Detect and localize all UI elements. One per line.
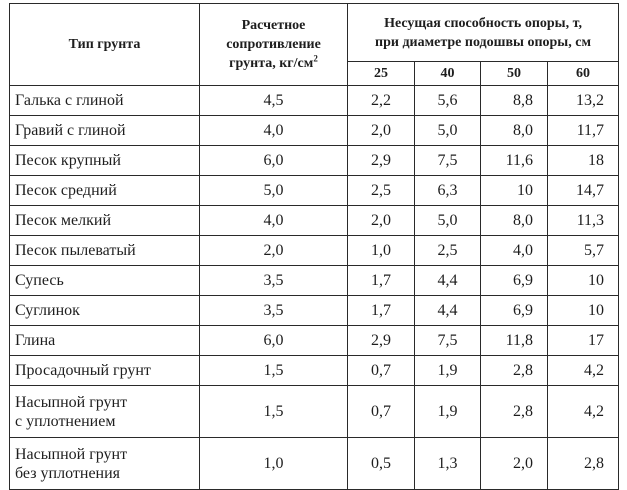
cell-resistance: 2,0	[200, 236, 348, 266]
cell-capacity-50: 2,8	[481, 356, 548, 386]
table-row	[10, 386, 619, 438]
cell-capacity-25: 1,7	[348, 296, 415, 326]
cell-capacity-25: 1,0	[348, 236, 415, 266]
cell-capacity-25: 2,2	[348, 86, 415, 116]
header-row-top	[10, 4, 619, 62]
header-resistance	[200, 4, 348, 86]
cell-resistance: 1,5	[200, 356, 348, 386]
cell-soil-type	[10, 438, 200, 490]
cell-capacity-40: 4,4	[415, 296, 481, 326]
cell-resistance: 1,0	[200, 438, 348, 490]
cell-capacity-60: 4,2	[548, 386, 619, 438]
cell-soil-type	[10, 326, 200, 356]
cell-capacity-60: 11,7	[548, 116, 619, 146]
cell-capacity-25: 0,7	[348, 356, 415, 386]
cell-resistance: 1,5	[200, 386, 348, 438]
cell-capacity-40: 4,4	[415, 266, 481, 296]
cell-soil-type	[10, 356, 200, 386]
soil-type-line: Просадочный грунт	[15, 362, 151, 379]
table-row	[10, 146, 619, 176]
cell-soil-type	[10, 146, 200, 176]
cell-capacity-50: 11,6	[481, 146, 548, 176]
table-row	[10, 438, 619, 490]
cell-capacity-60: 11,3	[548, 206, 619, 236]
soil-type-line: Песок крупный	[15, 152, 121, 169]
cell-capacity-50: 6,9	[481, 266, 548, 296]
cell-soil-type	[10, 116, 200, 146]
cell-resistance: 3,5	[200, 266, 348, 296]
table-body	[10, 86, 619, 490]
header-diameter-40: 40	[415, 62, 481, 86]
cell-capacity-60: 2,8	[548, 438, 619, 490]
cell-resistance: 6,0	[200, 326, 348, 356]
table-row	[10, 356, 619, 386]
cell-capacity-60: 10	[548, 296, 619, 326]
soil-type-line: Супесь	[15, 272, 64, 289]
cell-capacity-50: 8,0	[481, 206, 548, 236]
header-resistance-line: грунта, кг/см	[229, 56, 314, 71]
cell-capacity-60: 10	[548, 266, 619, 296]
cell-soil-type	[10, 206, 200, 236]
cell-capacity-40: 2,5	[415, 236, 481, 266]
cell-capacity-25: 2,0	[348, 116, 415, 146]
table-row	[10, 86, 619, 116]
cell-capacity-50: 8,0	[481, 116, 548, 146]
cell-capacity-25: 0,7	[348, 386, 415, 438]
table-row	[10, 116, 619, 146]
cell-capacity-50: 2,0	[481, 438, 548, 490]
table-row	[10, 296, 619, 326]
header-capacity-line: Несущая способность опоры, т,	[384, 15, 582, 31]
soil-type-line: Песок пылеватый	[15, 242, 136, 259]
cell-capacity-40: 1,9	[415, 386, 481, 438]
cell-soil-type	[10, 266, 200, 296]
cell-capacity-60: 4,2	[548, 356, 619, 386]
soil-type-line: Насыпной грунт	[15, 393, 128, 411]
cell-capacity-25: 2,9	[348, 326, 415, 356]
soil-type-line: Песок средний	[15, 182, 117, 199]
cell-resistance: 5,0	[200, 176, 348, 206]
soil-table-container	[9, 3, 618, 482]
cell-capacity-25: 2,5	[348, 176, 415, 206]
table-row	[10, 176, 619, 206]
soil-type-line: Глина	[15, 332, 56, 349]
cell-capacity-40: 1,9	[415, 356, 481, 386]
cell-capacity-40: 5,0	[415, 116, 481, 146]
header-bearing-capacity	[348, 4, 619, 62]
cell-capacity-25: 2,9	[348, 146, 415, 176]
header-resistance-line: Расчетное	[241, 18, 306, 33]
soil-bearing-capacity-table	[9, 3, 619, 490]
cell-soil-type	[10, 296, 200, 326]
cell-resistance: 4,5	[200, 86, 348, 116]
header-diameter-25: 25	[348, 62, 415, 86]
soil-type-line: с уплотнением	[15, 412, 116, 430]
header-resistance-line: сопротивление	[226, 37, 321, 52]
cell-capacity-40: 7,5	[415, 146, 481, 176]
header-soil-type: Тип грунта	[10, 4, 200, 86]
cell-soil-type	[10, 236, 200, 266]
cell-capacity-60: 13,2	[548, 86, 619, 116]
cell-capacity-40: 6,3	[415, 176, 481, 206]
cell-capacity-25: 2,0	[348, 206, 415, 236]
cell-capacity-50: 4,0	[481, 236, 548, 266]
cell-resistance: 4,0	[200, 206, 348, 236]
soil-type-line: Песок мелкий	[15, 212, 112, 229]
cell-soil-type	[10, 176, 200, 206]
table-row	[10, 266, 619, 296]
cell-capacity-60: 14,7	[548, 176, 619, 206]
cell-capacity-50: 2,8	[481, 386, 548, 438]
header-capacity-line: при диаметре подошвы опоры, см	[375, 34, 591, 50]
table-row	[10, 236, 619, 266]
soil-type-line: Гравий с глиной	[15, 122, 126, 139]
soil-type-line: без уплотнения	[15, 464, 121, 482]
cell-capacity-40: 7,5	[415, 326, 481, 356]
cell-capacity-50: 8,8	[481, 86, 548, 116]
cell-capacity-40: 5,6	[415, 86, 481, 116]
cell-resistance: 3,5	[200, 296, 348, 326]
cell-capacity-50: 6,9	[481, 296, 548, 326]
soil-type-line: Насыпной грунт	[15, 445, 128, 463]
cell-resistance: 4,0	[200, 116, 348, 146]
cell-capacity-50: 10	[481, 176, 548, 206]
cell-capacity-60: 18	[548, 146, 619, 176]
cell-capacity-60: 17	[548, 326, 619, 356]
cell-resistance: 6,0	[200, 146, 348, 176]
header-resistance-superscript: 2	[313, 53, 318, 64]
cell-capacity-25: 0,5	[348, 438, 415, 490]
cell-capacity-50: 11,8	[481, 326, 548, 356]
cell-capacity-60: 5,7	[548, 236, 619, 266]
cell-soil-type	[10, 386, 200, 438]
table-row	[10, 206, 619, 236]
header-diameter-50: 50	[481, 62, 548, 86]
cell-capacity-25: 1,7	[348, 266, 415, 296]
header-diameter-60: 60	[548, 62, 619, 86]
cell-capacity-40: 5,0	[415, 206, 481, 236]
soil-type-line: Галька с глиной	[15, 92, 124, 109]
table-row	[10, 326, 619, 356]
cell-soil-type	[10, 86, 200, 116]
cell-capacity-40: 1,3	[415, 438, 481, 490]
soil-type-line: Суглинок	[15, 302, 80, 319]
